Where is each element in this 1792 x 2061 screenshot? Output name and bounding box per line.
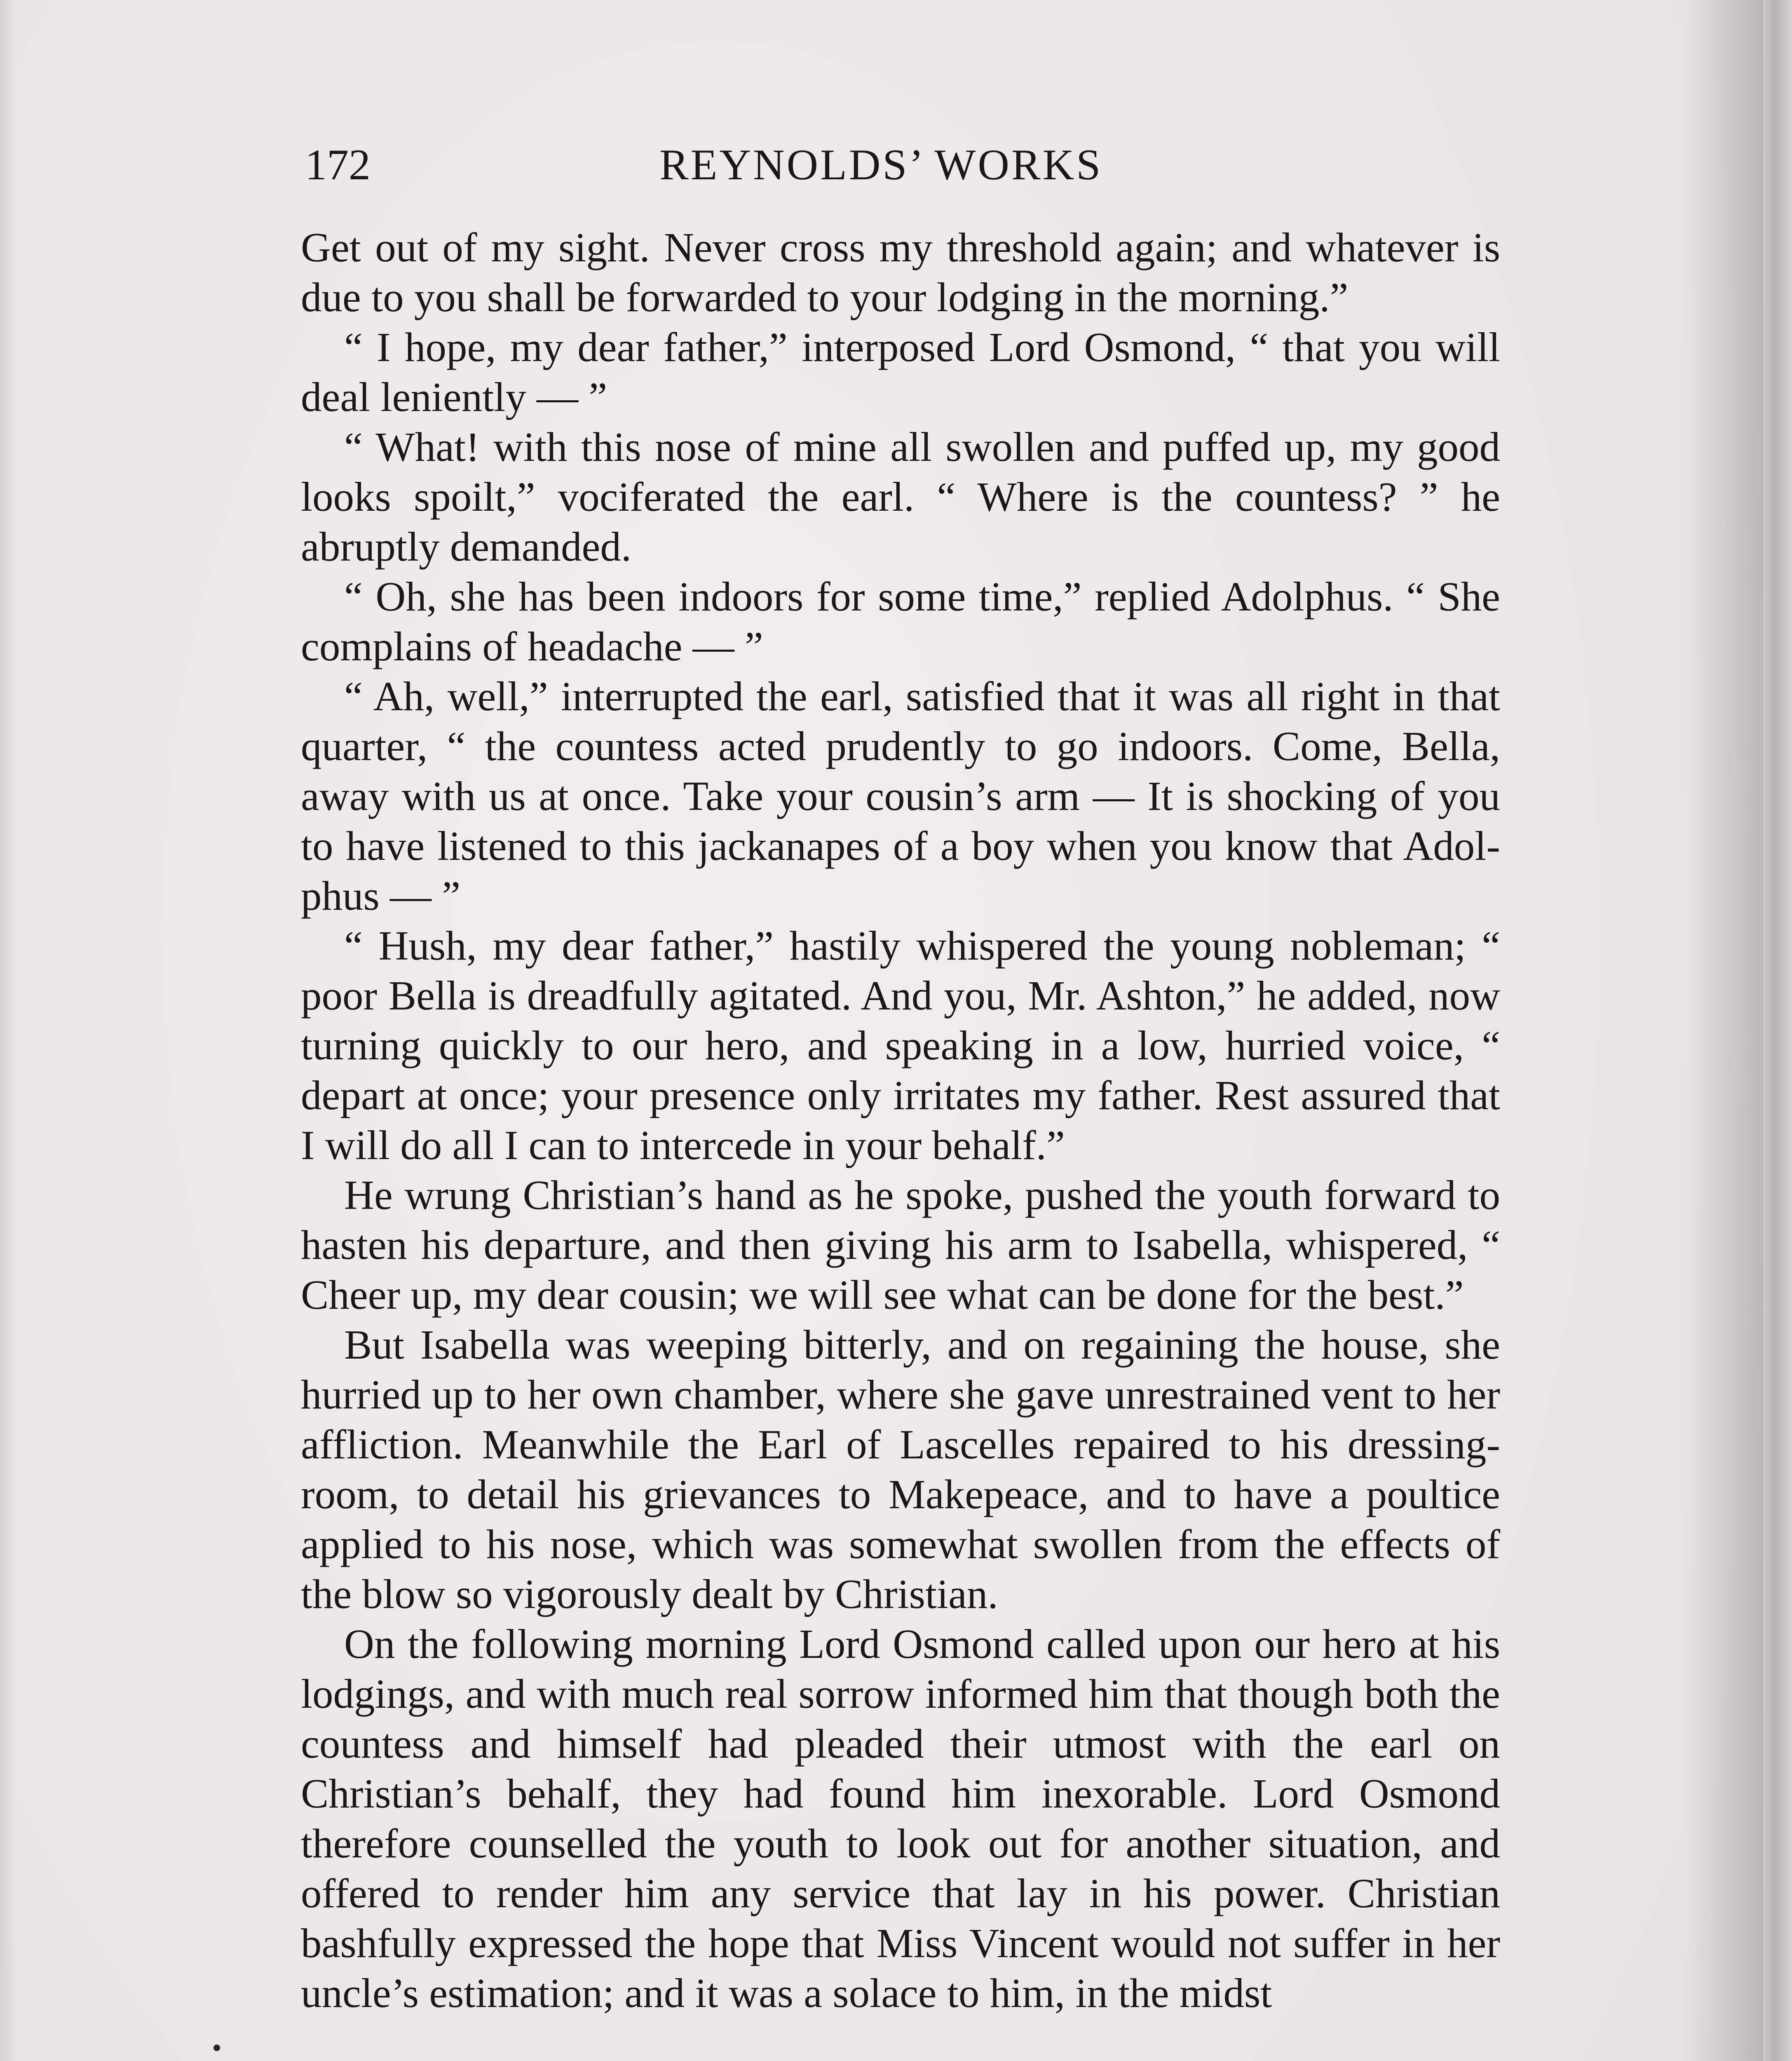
paragraph: “ Oh, she has been indoors for some time,” replied Adolphus. “ She complains of headache — ” xyxy=(301,573,1500,669)
paragraph: “ Ah, well,” interrupted the earl, satisfied that it was all right in that quarter, “ the countess acted prudently to go indoors. Come, Bella, away with us at once. Take your cousin’s arm — It is shocking of you to have listened to this jackanapes of a boy when you know that Adolphus — ” xyxy=(301,673,1500,919)
paragraph: Get out of my sight. Never cross my threshold again; and whatever is due to you shall be forwarded to your lodging in the morning.” xyxy=(301,224,1500,320)
running-head xyxy=(305,132,1500,198)
paragraph: On the following morning Lord Osmond called upon our hero at his lodgings, and with much real sorrow informed him that though both the countess and himself had pleaded their utmost with the earl on Christian’s behalf, they had found him inexorable. Lord Osmond therefore counselled the youth to look out for another situation, and offered to render him any service that lay in his power. Christian bashfully expressed the hope that Miss Vincent would not suffer in her uncle’s estimation; and it was a solace to him, in the midst xyxy=(301,1621,1500,2016)
ink-speck xyxy=(213,2045,220,2051)
paragraph: “ Hush, my dear father,” hastily whispered the young nobleman; “ poor Bella is dreadfully agitated. And you, Mr. Ashton,” he added, now turning quickly to our hero, and speaking in a low, hurried voice, “ depart at once; your presence only irritates my father. Rest assured that I will do all I can to intercede in your behalf.” xyxy=(301,923,1500,1168)
paragraph: But Isabella was weeping bitterly, and on regaining the house, she hurried up to her own chamber, where she gave unrestrained vent to her affliction. Meanwhile the Earl of Lascelles repaired to his dressing-room, to detail his grievances to Makepeace, and to have a poultice applied to his nose, which was somewhat swollen from the effects of the blow so vigorously dealt by Christian. xyxy=(301,1322,1500,1617)
paragraph: “ I hope, my dear father,” interposed Lord Osmond, “ that you will deal leniently — ” xyxy=(301,324,1500,420)
body-text xyxy=(301,223,1500,2018)
paragraph: He wrung Christian’s hand as he spoke, pushed the youth forward to hasten his departure, and then giving his arm to Isabella, whispered, “ Cheer up, my dear cousin; we will see what can be done for the best.” xyxy=(301,1172,1500,1318)
book-edge xyxy=(1763,0,1792,2061)
page-left-edge xyxy=(0,0,16,2061)
page-number: 172 xyxy=(305,141,371,189)
paragraph: “ What! with this nose of mine all swollen and puffed up, my good looks spoilt,” vociferated the earl. “ Where is the countess? ” he abruptly demanded. xyxy=(301,424,1500,570)
running-title: REYNOLDS’ WORKS xyxy=(659,141,1103,189)
